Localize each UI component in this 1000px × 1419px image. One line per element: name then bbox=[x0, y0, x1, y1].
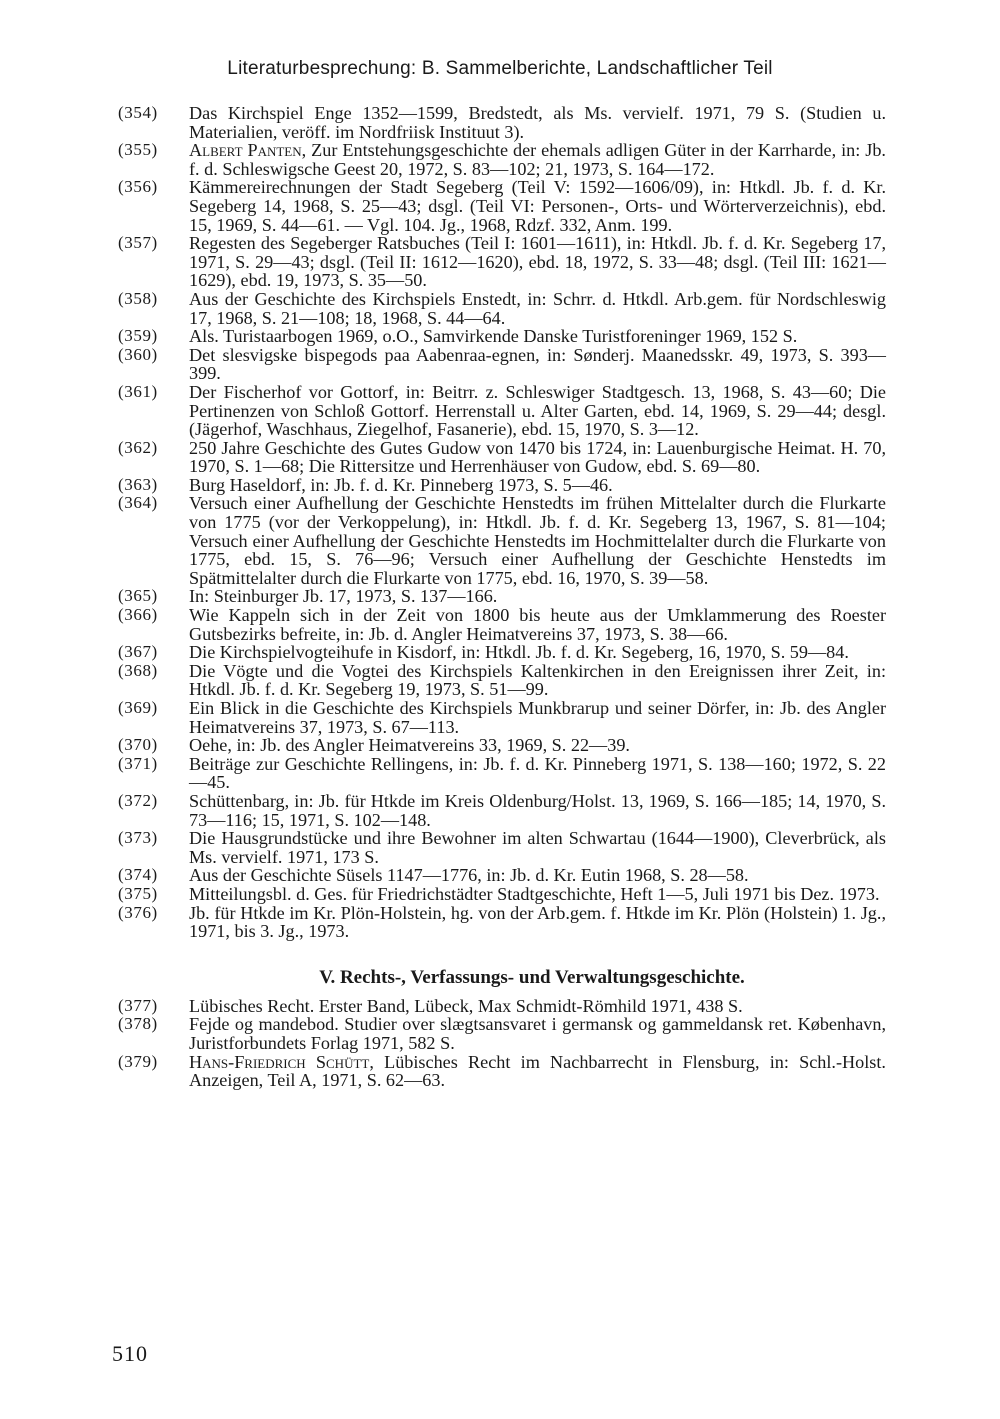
bibliography-entry bbox=[118, 866, 886, 885]
entry-text: Der Fischerhof vor Gottorf, in: Beitrr. z. Schleswiger Stadtgesch. 13, 1968, S. 43—60; Die Pertinenzen von Schloß Gottorf. Herrenstall u. Alter Garten, ebd. 14, 1969, S. 29—44; desgl. (Jägerhof, Waschhaus, Ziegelhof, Fasanerie), ebd. 15, 1970, S. 3—12. bbox=[189, 381, 886, 440]
entry-text: Oehe, in: Jb. des Angler Heimatvereins 33, 1969, S. 22—39. bbox=[189, 735, 630, 756]
entry-number: (361) bbox=[118, 381, 158, 401]
entry-list-part2 bbox=[118, 997, 886, 1090]
entry-text: Mitteilungsbl. d. Ges. für Friedrichstädter Stadtgeschichte, Heft 1—5, Juli 1971 bis Dez. 1973. bbox=[189, 883, 880, 904]
bibliography-entry bbox=[118, 327, 886, 346]
entry-number: (377) bbox=[118, 995, 158, 1015]
bibliography-entry bbox=[118, 104, 886, 141]
bibliography-entry bbox=[118, 829, 886, 866]
bibliography-entry bbox=[118, 346, 886, 383]
bibliography-entry bbox=[118, 755, 886, 792]
entry-text: Det slesvigske bispegods paa Aabenraa-egnen, in: Sønderj. Maanedsskr. 49, 1973, S. 393—399. bbox=[189, 344, 886, 384]
entry-number: (376) bbox=[118, 902, 158, 922]
bibliography-entry bbox=[118, 997, 886, 1016]
entry-number: (359) bbox=[118, 326, 158, 346]
entry-text: Ein Blick in die Geschichte des Kirchspiels Munkbrarup und seiner Dörfer, in: Jb. des Angler Heimatvereins 37, 1973, S. 67—113. bbox=[189, 698, 886, 737]
entry-text: Wie Kappeln sich in der Zeit von 1800 bis heute aus der Umklammerung des Roester Gutsbezirks befreite, in: Jb. d. Angler Heimatvereins 37, 1973, S. 38—66. bbox=[189, 605, 886, 644]
entry-text: Fejde og mandebod. Studier over slægtsansvaret i germansk og gammeldansk ret. København, Juristforbundets Forlag 1971, 582 S. bbox=[189, 1014, 886, 1053]
running-head: Literaturbesprechung: B. Sammelberichte, Landschaftlicher Teil bbox=[227, 58, 773, 79]
entry-text: Aus der Geschichte des Kirchspiels Enstedt, in: Schrr. d. Htkdl. Arb.gem. für Nordschleswig 17, 1968, S. 21—108; 18, 1968, S. 44—64. bbox=[189, 288, 886, 328]
entry-list-part1 bbox=[118, 104, 886, 941]
bibliography-entry bbox=[118, 141, 886, 178]
entry-author: Albert Panten bbox=[189, 140, 302, 161]
entry-number: (378) bbox=[118, 1014, 158, 1034]
entry-text: Beiträge zur Geschichte Rellingens, in: Jb. f. d. Kr. Pinneberg 1971, S. 138—160; 1972, S. 22—45. bbox=[189, 753, 886, 793]
bibliography-entry bbox=[118, 587, 886, 606]
entry-text: In: Steinburger Jb. 17, 1973, S. 137—166. bbox=[189, 586, 498, 607]
entry-text: Aus der Geschichte Süsels 1147—1776, in: Jb. d. Kr. Eutin 1968, S. 28—58. bbox=[189, 865, 749, 886]
entry-number: (365) bbox=[118, 586, 158, 606]
entry-number: (368) bbox=[118, 660, 158, 680]
section-heading: V. Rechts-, Verfassungs- und Verwaltungsgeschichte. bbox=[319, 966, 745, 988]
bibliography-entry bbox=[118, 606, 886, 643]
entry-number: (356) bbox=[118, 177, 158, 197]
entry-number: (375) bbox=[118, 883, 158, 903]
entry-text: Die Vögte und die Vogtei des Kirchspiels Kaltenkirchen in den Ereignissen ihrer Zeit, in: Htkdl. Jb. f. d. Kr. Segeberg 19, 1973, S. 51—99. bbox=[189, 660, 886, 700]
bibliography-entry bbox=[118, 439, 886, 476]
entry-text: Jb. für Htkde im Kr. Plön-Holstein, hg. von der Arb.gem. f. Htkde im Kr. Plön (Holstein) 1. Jg., 1971, bis 3. Jg., 1973. bbox=[189, 902, 886, 942]
entry-number: (372) bbox=[118, 790, 158, 810]
entry-text: , Zur Entstehungsgeschichte der ehemals adligen Güter in der Karrharde, in: Jb. f. d. Schleswigsche Geest 20, 1972, S. 83—102; 21, 1973, S. 164—172. bbox=[189, 140, 886, 179]
bibliography-entry bbox=[118, 494, 886, 587]
entry-text: , Lübisches Recht im Nachbarrecht in Flensburg, in: Schl.-Holst. Anzeigen, Teil A, 1971, S. 62—63. bbox=[189, 1051, 886, 1091]
entry-number: (364) bbox=[118, 493, 158, 513]
entry-number: (371) bbox=[118, 753, 158, 773]
entry-number: (357) bbox=[118, 233, 158, 253]
bibliography-entry bbox=[118, 643, 886, 662]
entry-text: Burg Haseldorf, in: Jb. f. d. Kr. Pinneberg 1973, S. 5—46. bbox=[189, 474, 613, 495]
bibliography-entry bbox=[118, 178, 886, 234]
entry-number: (369) bbox=[118, 698, 158, 717]
entry-text: Regesten des Segeberger Ratsbuches (Teil I: 1601—1611), in: Htkdl. Jb. f. d. Kr. Segeberg 17, 1971, S. 29—43; dsgl. (Teil II: 1612—1620), ebd. 18, 1972, S. 33—48; dsgl. (Teil III: 1621—1629), ebd. 19, 1973, S. 35—50. bbox=[189, 233, 886, 291]
entry-text: Das Kirchspiel Enge 1352—1599, Bredstedt, als Ms. vervielf. 1971, 79 S. (Studien u. Materialien, veröff. im Nordfriisk Instituut 3). bbox=[189, 103, 886, 142]
bibliography-entry bbox=[118, 904, 886, 941]
entry-number: (354) bbox=[118, 103, 158, 122]
entry-number: (374) bbox=[118, 865, 158, 885]
page-number: 510 bbox=[112, 1341, 148, 1366]
entry-text: Schüttenbarg, in: Jb. für Htkde im Kreis Oldenburg/Holst. 13, 1969, S. 166—185; 14, 1970, S. 73—116; 15, 1971, S. 102—148. bbox=[189, 790, 886, 830]
bibliography-entry bbox=[118, 234, 886, 290]
bibliography-entry bbox=[118, 1015, 886, 1052]
bibliography-entry bbox=[118, 662, 886, 699]
bibliography-entry bbox=[118, 476, 886, 495]
entry-number: (367) bbox=[118, 642, 158, 662]
entry-number: (366) bbox=[118, 605, 158, 625]
entry-author: Hans-Friedrich Schütt bbox=[189, 1051, 370, 1072]
entry-number: (358) bbox=[118, 288, 158, 308]
entry-text: 250 Jahre Geschichte des Gutes Gudow von 1470 bis 1724, in: Lauenburgische Heimat. H. 70, 1970, S. 1—68; Die Rittersitze und Herrenhäuser von Gudow, ebd. S. 69—80. bbox=[189, 437, 886, 477]
entry-number: (360) bbox=[118, 344, 158, 364]
bibliography-entry bbox=[118, 383, 886, 439]
bibliography-entry bbox=[118, 699, 886, 736]
entry-text: Die Kirchspielvogteihufe in Kisdorf, in: Htkdl. Jb. f. d. Kr. Segeberg, 16, 1970, S. 59—84. bbox=[189, 642, 849, 663]
bibliography-entry bbox=[118, 736, 886, 755]
bibliography-entry bbox=[118, 792, 886, 829]
entry-number: (373) bbox=[118, 828, 158, 848]
entry-text: Lübisches Recht. Erster Band, Lübeck, Max Schmidt-Römhild 1971, 438 S. bbox=[189, 995, 743, 1016]
entry-text: Versuch einer Aufhellung der Geschichte Henstedts im frühen Mittelalter durch die Flurkarte von 1775 (vor der Verkoppelung), in: Htkdl. Jb. f. d. Kr. Segeberg 13, 1967, S. 81—104; Versuch einer Aufhellung der Geschichte Henstedts im Hochmittelalter durch die Flurkarte von 1775, ebd. 15, S. 76—96; Versuch einer Aufhellung der Geschichte Henstedts im Spätmittelalter durch die Flurkarte von 1775, ebd. 16, 1970, S. 39—58. bbox=[189, 493, 886, 588]
bibliography-entries bbox=[118, 104, 886, 1090]
bibliography-entry bbox=[118, 885, 886, 904]
entry-text: Die Hausgrundstücke und ihre Bewohner im alten Schwartau (1644—1900), Cleverbrück, als Ms. vervielf. 1971, 173 S. bbox=[189, 828, 886, 867]
entry-number: (370) bbox=[118, 735, 158, 755]
entry-number: (379) bbox=[118, 1051, 158, 1071]
entry-number: (363) bbox=[118, 474, 158, 494]
entry-text: Als. Turistaarbogen 1969, o.O., Samvirkende Danske Turistforeninger 1969, 152 S. bbox=[189, 326, 798, 347]
bibliography-entry bbox=[118, 1053, 886, 1090]
bibliography-entry bbox=[118, 290, 886, 327]
entry-number: (362) bbox=[118, 437, 158, 457]
entry-text: Kämmereirechnungen der Stadt Segeberg (Teil V: 1592—1606/09), in: Htkdl. Jb. f. d. Kr. Segeberg 14, 1968, S. 25—43; dsgl. (Teil VI: Personen-, Orts- und Wörterverzeichnis), ebd. 15, 1969, S. 44—61. — Vgl. 104. Jg., 1968, Rdzf. 332, Anm. 199. bbox=[189, 177, 886, 235]
entry-number: (355) bbox=[118, 140, 158, 160]
